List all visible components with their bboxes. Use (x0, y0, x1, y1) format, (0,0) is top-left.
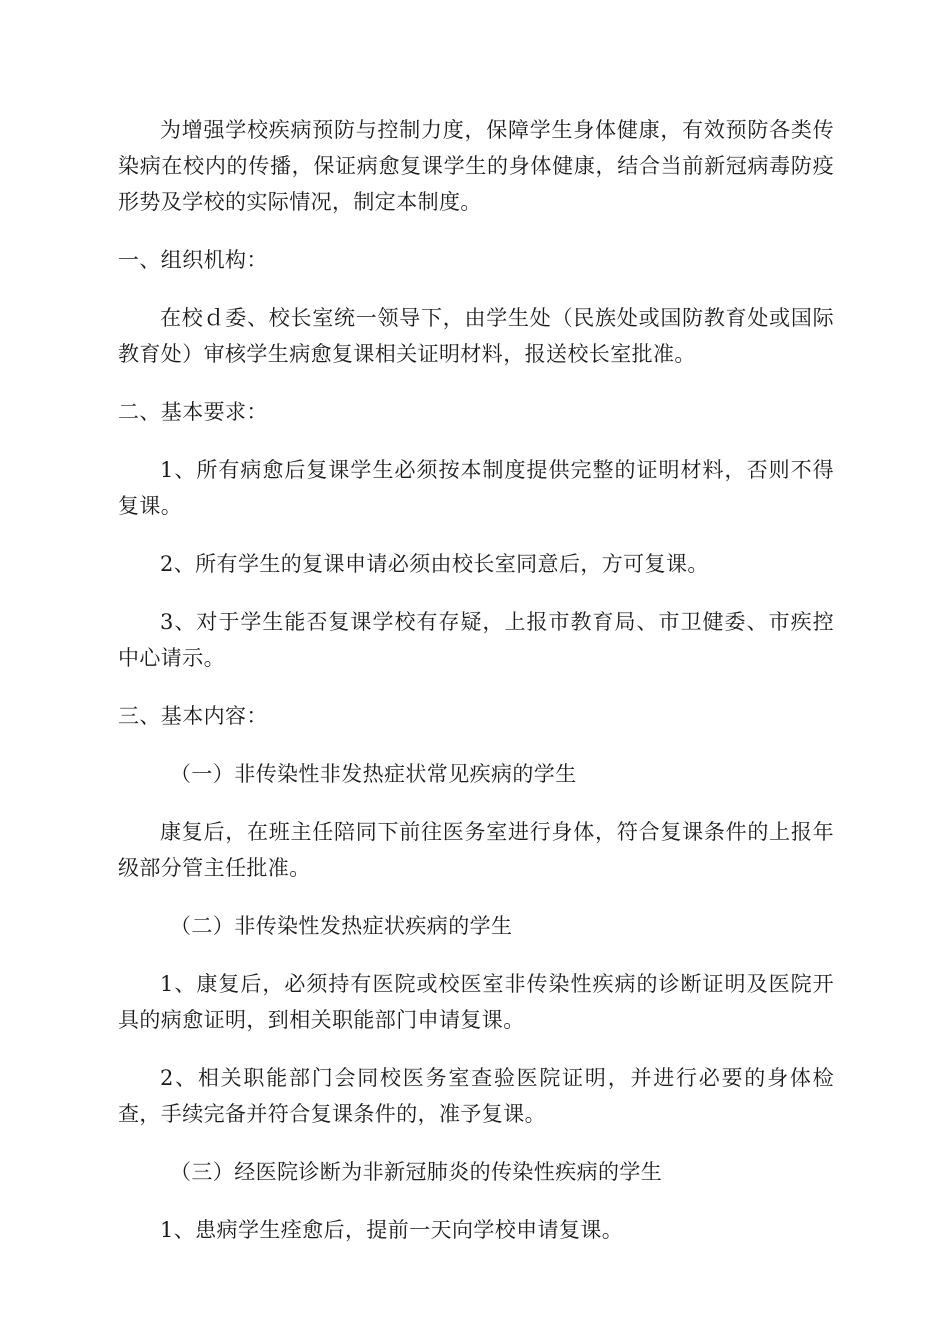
section-heading-content: 三、基本内容： (118, 704, 268, 728)
requirement-item-3: 3、对于学生能否复课学校有存疑，上报市教育局、市卫健委、市疾控中心请示。 (118, 610, 834, 670)
organization-paragraph: 在校ｄ委、校长室统一领导下，由学生处（民族处或国防教育处或国际教育处）审核学生病愈复课相关证明材料，报送校长室批准。 (118, 306, 834, 366)
subsection-1-paragraph: 康复后，在班主任陪同下前往医务室进行身体，符合复课条件的上报年级部分管主任批准。 (118, 820, 834, 880)
intro-paragraph: 为增强学校疾病预防与控制力度，保障学生身体健康，有效预防各类传染病在校内的传播，保证病愈复课学生的身体健康，结合当前新冠病毒防疫形势及学校的实际情况，制定本制度。 (118, 118, 834, 214)
subsection-3-item-1: 1、患病学生痊愈后，提前一天向学校申请复课。 (160, 1218, 624, 1242)
subsection-2-item-2: 2、相关职能部门会同校医务室查验医院证明，并进行必要的身体检查，手续完备并符合复课条件的，准予复课。 (118, 1066, 834, 1126)
subsection-heading-3: （三）经医院诊断为非新冠肺炎的传染性疾病的学生 (170, 1160, 663, 1184)
requirement-item-1: 1、所有病愈后复课学生必须按本制度提供完整的证明材料，否则不得复课。 (118, 458, 834, 518)
subsection-heading-2: （二）非传染性发热症状疾病的学生 (170, 914, 513, 938)
section-heading-organization: 一、组织机构： (118, 248, 268, 272)
requirement-item-2: 2、所有学生的复课申请必须由校长室同意后，方可复课。 (160, 552, 709, 576)
subsection-2-item-1: 1、康复后，必须持有医院或校医室非传染性疾病的诊断证明及医院开具的病愈证明，到相关职能部门申请复课。 (118, 972, 834, 1032)
section-heading-requirements: 二、基本要求： (118, 400, 268, 424)
document-body (118, 112, 834, 1270)
subsection-heading-1: （一）非传染性非发热症状常见疾病的学生 (170, 762, 577, 786)
